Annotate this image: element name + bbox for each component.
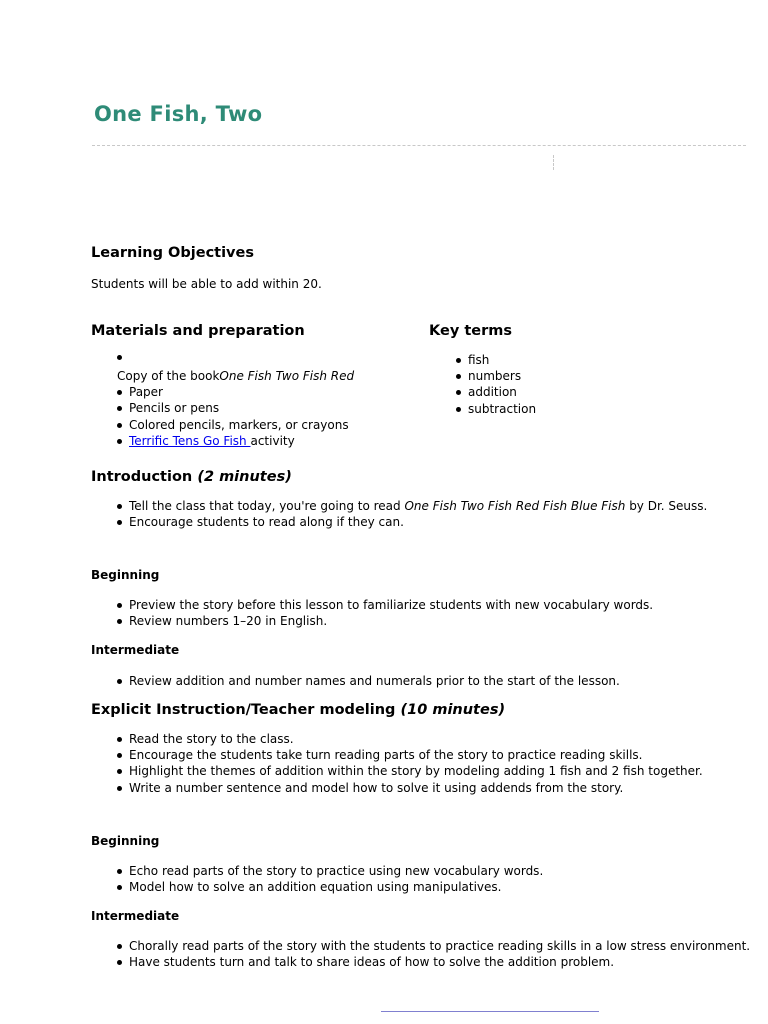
intro-beginning-list — [91, 597, 653, 629]
explicit-title: Explicit Instruction/Teacher modeling — [91, 702, 396, 718]
introduction-duration: (2 minutes) — [197, 469, 292, 485]
list-item: addition — [468, 384, 536, 400]
list-item — [129, 498, 707, 514]
list-item: Model how to solve an addition equation using manipulatives. — [129, 879, 543, 895]
intro-book-title: One Fish Two Fish Red Fish Blue Fish — [404, 499, 626, 513]
materials-list — [91, 352, 354, 449]
introduction-list — [91, 498, 707, 530]
introduction-title: Introduction — [91, 469, 193, 485]
activity-link[interactable]: Terrific Tens Go Fish — [129, 433, 251, 448]
title-divider — [92, 145, 746, 146]
explicit-duration: (10 minutes) — [400, 702, 506, 718]
list-item: Chorally read parts of the story with the students to practice reading skills in a low stress environment. — [129, 939, 751, 953]
introduction-heading — [91, 469, 292, 485]
activity-suffix: activity — [250, 433, 295, 448]
divider-tick — [553, 155, 554, 170]
list-item — [117, 352, 354, 384]
list-item: Review numbers 1–20 in English. — [129, 613, 653, 629]
list-item: Colored pencils, markers, or crayons — [129, 417, 354, 433]
list-item: Highlight the themes of addition within the story by modeling adding 1 fish and 2 fish together. — [129, 764, 703, 779]
list-item: Pencils or pens — [129, 400, 354, 416]
list-item: Read the story to the class. — [129, 731, 703, 747]
list-item: subtraction — [468, 401, 537, 416]
book-title: One Fish Two Fish Red — [219, 369, 355, 383]
intro-beginning-heading: Beginning — [91, 568, 160, 582]
explicit-beginning-heading: Beginning — [91, 834, 160, 848]
page-title: One Fish, Two — [94, 102, 263, 126]
intro-intermediate-list — [91, 673, 620, 689]
explicit-intermediate-heading: Intermediate — [91, 909, 180, 923]
intro-text-end: by Dr. Seuss. — [625, 499, 708, 513]
list-item: Review addition and number names and numerals prior to the start of the lesson. — [129, 674, 620, 688]
list-item: fish — [468, 352, 536, 368]
book-prefix: Copy of the book — [117, 369, 220, 383]
objectives-text: Students will be able to add within 20. — [91, 277, 322, 291]
explicit-heading — [91, 702, 505, 718]
list-item: numbers — [468, 368, 536, 384]
materials-heading: Materials and preparation — [91, 323, 305, 339]
list-item: Encourage the students take turn reading parts of the story to practice reading skills. — [129, 747, 703, 763]
explicit-intermediate-list — [91, 938, 750, 970]
objectives-heading: Learning Objectives — [91, 245, 254, 261]
explicit-list — [91, 731, 703, 796]
list-item — [129, 433, 354, 449]
list-item: Echo read parts of the story to practice using new vocabulary words. — [129, 864, 544, 878]
list-item: Have students turn and talk to share ideas of how to solve the addition problem. — [129, 954, 750, 970]
list-item: Paper — [129, 384, 354, 400]
explicit-beginning-list — [91, 863, 543, 895]
bottom-link-underline — [381, 1011, 599, 1012]
intro-text: Tell the class that today, you're going to read — [129, 499, 405, 513]
intro-intermediate-heading: Intermediate — [91, 643, 180, 657]
list-item: Preview the story before this lesson to familiarize students with new vocabulary words. — [129, 598, 654, 612]
list-item: Encourage students to read along if they can. — [129, 514, 707, 530]
key-terms-list — [430, 352, 536, 417]
key-terms-heading: Key terms — [429, 323, 512, 339]
list-item: Write a number sentence and model how to solve it using addends from the story. — [129, 780, 703, 796]
